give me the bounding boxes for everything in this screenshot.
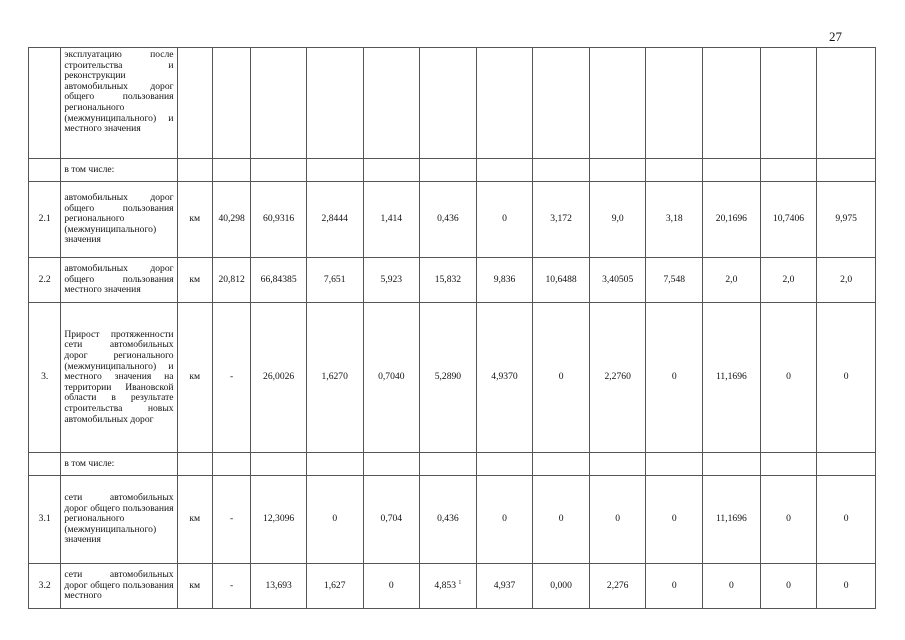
value-cell [251,48,307,159]
value-cell [363,564,420,609]
table-row [29,303,876,453]
value-text: 0 [728,579,734,591]
value-text: 15,832 [434,273,462,285]
value-cell [363,303,420,453]
value-cell [476,564,533,609]
value-text: 9,836 [493,273,516,285]
value-text: 0 [843,371,849,383]
value-text: 0 [843,513,849,525]
value-text: 0 [332,513,338,525]
value-cell [212,48,250,159]
value-cell [589,564,646,609]
value-cell [212,476,250,564]
value-text: - [230,513,234,525]
value-text: 2,8444 [321,213,348,225]
value-text: 2,2760 [604,371,631,383]
value-text: 7,651 [323,273,346,285]
table-row [29,258,876,303]
value-cell [533,303,590,453]
value-cell [703,476,761,564]
value-cell [251,258,307,303]
value-cell [533,476,590,564]
value-cell [420,453,477,476]
value-cell [703,564,761,609]
value-text: 40,298 [218,213,245,225]
value-text: 10,6488 [545,273,577,285]
value-cell [363,258,420,303]
value-cell [476,48,533,159]
row-description-cell: сети автомобильных дорог общего пользования регионального (межмуниципального) значения [61,476,177,564]
value-cell [212,564,250,609]
value-cell [817,564,876,609]
value-text: 0 [388,579,394,591]
value-text: 9,0 [611,213,624,225]
value-cell [306,258,363,303]
table-row [29,564,876,609]
value-cell [589,303,646,453]
row-number-cell [29,159,61,182]
value-cell [212,182,250,258]
unit-cell: км [177,564,212,609]
value-cell [251,159,307,182]
value-cell [589,182,646,258]
value-cell [760,159,817,182]
value-cell [760,453,817,476]
value-text: 2,0 [782,273,795,285]
value-cell [817,159,876,182]
value-cell [420,182,477,258]
value-cell [533,453,590,476]
value-cell [760,48,817,159]
value-cell [703,159,761,182]
value-text: 11,1696 [715,513,747,525]
value-cell [306,564,363,609]
value-text: 1,414 [380,213,403,225]
value-cell [476,453,533,476]
value-text: 3,40505 [602,273,634,285]
value-cell [306,453,363,476]
value-cell [533,159,590,182]
value-cell [589,453,646,476]
value-cell [760,564,817,609]
value-text: 0,7040 [378,371,405,383]
value-cell [817,258,876,303]
value-cell [476,303,533,453]
value-cell [476,258,533,303]
unit-cell: км [177,182,212,258]
value-cell [703,258,761,303]
value-cell [251,564,307,609]
value-text: 26,0026 [263,371,295,383]
value-cell [646,564,703,609]
value-cell [212,258,250,303]
value-cell [646,258,703,303]
value-cell [589,258,646,303]
value-text: 20,812 [218,273,245,285]
value-text: 0,436 [437,213,459,225]
value-cell [420,564,477,609]
value-text: 0 [671,371,677,383]
value-cell [251,476,307,564]
value-cell [760,258,817,303]
value-cell [817,476,876,564]
row-number-cell: 2.2 [29,258,61,303]
value-cell [533,48,590,159]
row-description-cell: в том числе: [61,453,177,476]
value-text: 3,172 [550,213,572,225]
value-text: 5,2890 [434,371,462,383]
value-cell [703,182,761,258]
value-cell [306,182,363,258]
row-number-cell: 2.1 [29,182,61,258]
value-text: 1,6270 [321,371,348,383]
value-cell [363,476,420,564]
value-cell [646,303,703,453]
value-cell [251,182,307,258]
value-cell [646,453,703,476]
value-cell [703,48,761,159]
unit-cell: км [177,476,212,564]
value-text: 0 [671,579,677,591]
value-text: 4,9370 [491,371,518,383]
value-cell [533,258,590,303]
value-cell [476,159,533,182]
value-text: 12,3096 [263,513,295,525]
row-number-cell: 3. [29,303,61,453]
value-cell [589,159,646,182]
value-text: 3,18 [665,213,683,225]
row-description-cell: Прирост протяженности сети автомобильных дорог регионального (межмуниципального) и местного значения на территории Ивановской области в результате строительства новых автомобильных дорог [61,303,177,453]
value-cell [251,303,307,453]
value-cell [476,182,533,258]
value-cell [589,476,646,564]
value-text: 0,704 [380,513,403,525]
value-cell [703,453,761,476]
table-row [29,48,876,159]
unit-cell [177,48,212,159]
value-text: 1,627 [323,579,346,591]
value-text: 20,1696 [715,213,747,225]
value-cell [420,258,477,303]
unit-cell [177,453,212,476]
row-number-cell [29,48,61,159]
value-cell [646,476,703,564]
value-text: 60,9316 [263,213,295,225]
row-description-cell: автомобильных дорог общего пользования местного значения [61,258,177,303]
value-text: 9,975 [835,213,857,225]
row-description-cell: автомобильных дорог общего пользования регионального (межмуниципального) значения [61,182,177,258]
value-cell [817,453,876,476]
value-text: 0 [786,371,791,383]
value-text: 13,693 [265,579,292,591]
value-text: 0 [558,513,564,525]
value-cell [760,476,817,564]
value-cell [476,476,533,564]
value-cell [533,564,590,609]
value-cell [533,182,590,258]
value-cell [420,48,477,159]
row-number-cell: 3.1 [29,476,61,564]
value-cell [363,159,420,182]
value-cell [363,453,420,476]
value-text: 0 [502,213,507,225]
value-cell [646,159,703,182]
value-text: 0 [786,579,791,591]
indicators-table [28,47,876,609]
value-cell [420,159,477,182]
value-text: 4,853 [434,579,456,591]
row-description-cell: в том числе: [61,159,177,182]
value-cell [817,48,876,159]
value-cell [306,48,363,159]
value-text: 5,923 [380,273,403,285]
unit-cell: км [177,303,212,453]
value-cell [212,159,250,182]
unit-cell: км [177,258,212,303]
value-text: 7,548 [663,273,686,285]
value-cell [817,182,876,258]
row-description-cell: сети автомобильных дорог общего пользования местного [61,564,177,609]
value-text: 2,0 [725,273,738,285]
value-text: 11,1696 [715,371,747,383]
footnote-marker: 1 [458,579,462,586]
value-text: 2,0 [840,273,853,285]
value-text: 10,7406 [772,213,805,225]
value-cell [212,303,250,453]
row-description-cell: эксплуатацию после строительства и реконструкции автомобильных дорог общего пользования регионального (межмуниципального) и местного значения [61,48,177,159]
value-cell [420,303,477,453]
value-cell [817,303,876,453]
value-text: 0 [558,371,564,383]
table-row [29,182,876,258]
value-cell [760,182,817,258]
value-text: 0 [786,513,791,525]
table-row [29,453,876,476]
row-number-cell [29,453,61,476]
value-cell [306,476,363,564]
unit-cell [177,159,212,182]
value-cell [251,453,307,476]
value-text: 0 [502,513,507,525]
value-cell [212,453,250,476]
row-number-cell: 3.2 [29,564,61,609]
value-text: 66,84385 [260,273,297,285]
value-text: 0,000 [550,579,572,591]
value-text: 4,937 [493,579,516,591]
value-cell [306,303,363,453]
value-cell [703,303,761,453]
value-cell [306,159,363,182]
value-text: 0 [615,513,621,525]
value-cell [760,303,817,453]
value-cell [363,48,420,159]
value-cell [646,182,703,258]
value-cell [363,182,420,258]
value-text: 0,436 [437,513,459,525]
value-text: 0 [671,513,677,525]
value-text: - [230,371,234,383]
table-row [29,476,876,564]
value-text: 2,276 [606,579,629,591]
value-cell [589,48,646,159]
page-number: 27 [829,29,842,44]
value-cell [646,48,703,159]
value-cell [420,476,477,564]
table-row [29,159,876,182]
value-text: 0 [843,579,849,591]
value-text: - [230,579,234,591]
